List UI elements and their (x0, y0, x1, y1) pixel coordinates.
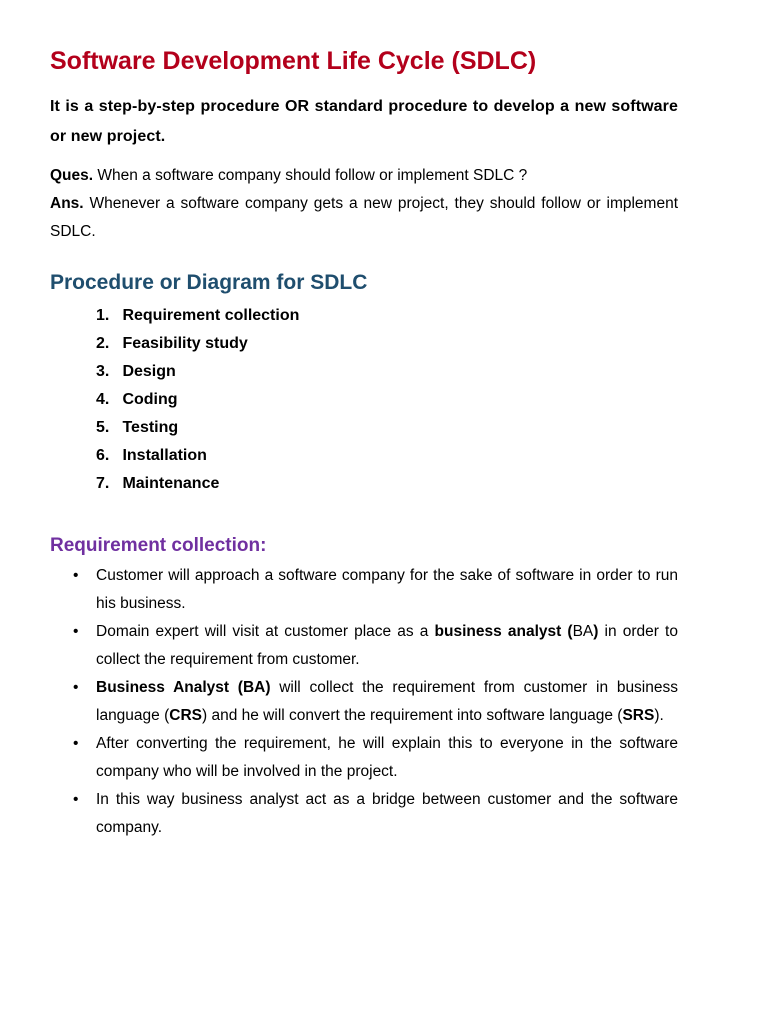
list-item (50, 562, 678, 618)
bullet-text: In this way business analyst act as a bridge between customer and the software company. (96, 791, 678, 836)
bullet-text: BA (572, 623, 594, 640)
bullet-text: ). (654, 707, 664, 724)
step-label: Installation (122, 447, 207, 464)
step-label: Requirement collection (122, 307, 300, 324)
page-title: Software Development Life Cycle (SDLC) (50, 47, 537, 75)
bullet-text: Domain expert will visit at customer place as a (96, 623, 435, 640)
list-item (96, 414, 678, 442)
bold-term: CRS (169, 707, 202, 724)
question (50, 162, 678, 190)
bullet-icon: • (73, 567, 79, 584)
bold-term: business analyst ( (434, 623, 573, 640)
step-label: Feasibility study (122, 335, 248, 352)
bullet-icon: • (73, 735, 79, 752)
bullet-text: will collect the requirement from customer in business language ( (96, 679, 678, 724)
step-label: Testing (122, 419, 179, 436)
list-item (50, 674, 678, 730)
step-number: 6. (96, 447, 110, 464)
requirement-bullets (50, 562, 678, 842)
list-item (96, 302, 678, 330)
procedure-heading: Procedure or Diagram for SDLC (50, 271, 368, 294)
answer (50, 190, 678, 246)
requirement-heading: Requirement collection: (50, 535, 267, 556)
list-item (96, 386, 678, 414)
bold-term: Business Analyst (BA) (96, 679, 271, 696)
step-number: 1. (96, 307, 110, 324)
bullet-text: in order to collect the requirement from customer. (96, 623, 678, 668)
step-number: 3. (96, 363, 110, 380)
bullet-icon: • (73, 791, 79, 808)
list-item (96, 442, 678, 470)
list-item (96, 358, 678, 386)
bold-term: ) (593, 623, 599, 640)
step-label: Design (122, 363, 176, 380)
list-item (50, 730, 678, 786)
answer-text: Whenever a software company gets a new project, they should follow or implement SDLC. (50, 195, 678, 240)
bullet-text: ) and he will convert the requirement into software language ( (202, 707, 623, 724)
question-text: When a software company should follow or implement SDLC ? (93, 167, 528, 184)
step-number: 2. (96, 335, 110, 352)
list-item (50, 618, 678, 674)
bold-term: SRS (622, 707, 655, 724)
bullet-icon: • (73, 679, 79, 696)
bullet-icon: • (73, 623, 79, 640)
steps-list (50, 302, 678, 498)
step-label: Coding (122, 391, 178, 408)
answer-label: Ans. (50, 195, 84, 212)
bullet-text: Customer will approach a software company for the sake of software in order to run his business. (96, 567, 678, 612)
list-item (50, 786, 678, 842)
step-number: 4. (96, 391, 110, 408)
bullet-text: After converting the requirement, he will explain this to everyone in the software company who will be involved in the project. (96, 735, 678, 780)
step-number: 5. (96, 419, 110, 436)
list-item (96, 330, 678, 358)
step-label: Maintenance (122, 475, 220, 492)
intro-text: It is a step-by-step procedure OR standard procedure to develop a new software or new project. (50, 98, 678, 145)
step-number: 7. (96, 475, 110, 492)
list-item (96, 470, 678, 498)
question-label: Ques. (50, 167, 94, 184)
